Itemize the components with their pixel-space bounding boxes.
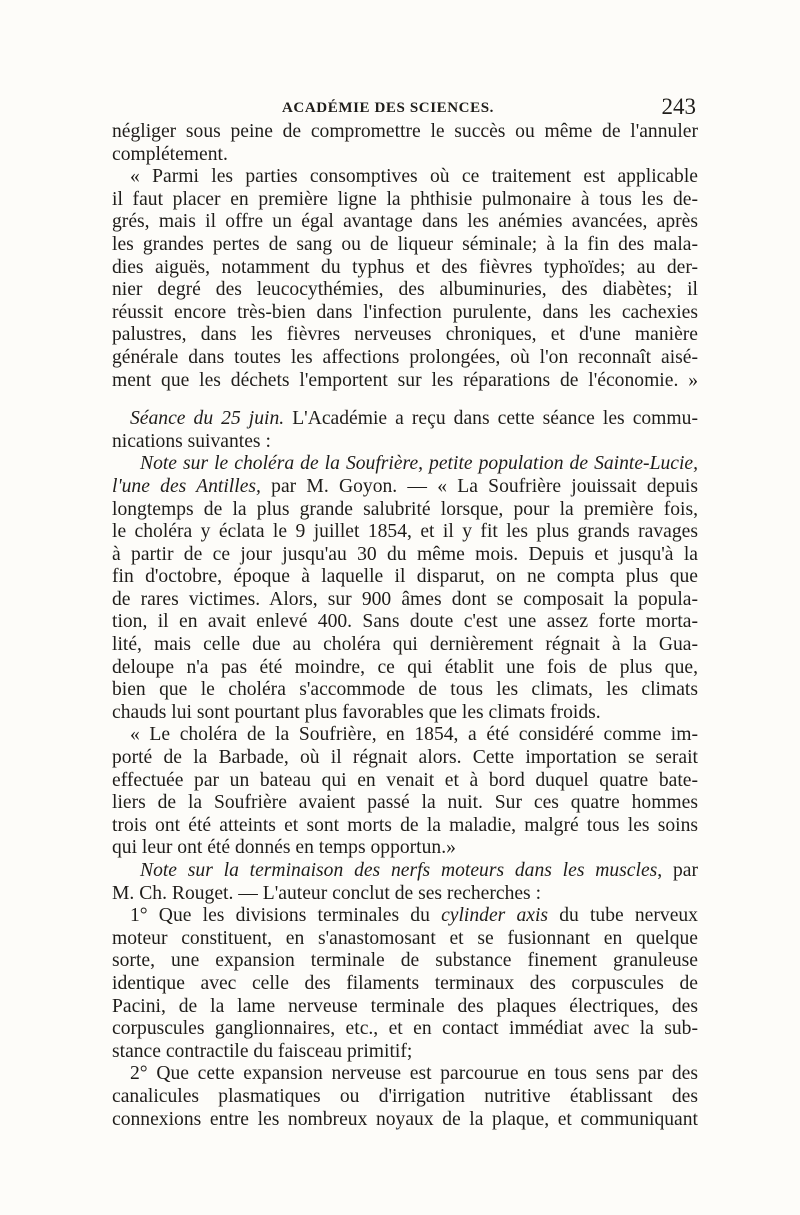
text-segment: 1° Que les divisions terminales du <box>130 905 442 927</box>
text-line: stance contractile du faisceau primitif; <box>112 1040 413 1062</box>
page-number: 243 <box>661 94 696 119</box>
text-line: trois ont été atteints et sont morts de la maladie, malgré tous les soins <box>112 814 698 836</box>
text-line: M. Ch. Rouget. — L'auteur conclut de ses recherches : <box>112 882 542 904</box>
text-line: moteur constituent, en s'anastomosant et se fusionnant en quelque <box>112 927 698 949</box>
text-line: « Parmi les parties consomptives où ce traitement est applicable <box>130 166 698 188</box>
text-line: connexions entre les nombreux noyaux de la plaque, et communiquant <box>112 1108 698 1130</box>
text-line: palustres, dans les fièvres nerveuses chroniques, et d'une manière <box>112 324 698 346</box>
text-line <box>112 476 698 499</box>
section-gap <box>112 392 698 408</box>
note-title-line: Note sur le choléra de la Soufrière, petite population de Sainte-Lucie, <box>140 453 698 475</box>
text-line: il faut placer en première ligne la phthisie pulmonaire à tous les de- <box>112 188 698 210</box>
note-title-segment: l'une des Antilles, <box>112 475 261 497</box>
italic-term: cylinder axis <box>441 905 549 927</box>
text-line: liers de la Soufrière avaient passé la nuit. Sur ces quatre hommes <box>112 792 698 814</box>
page-body <box>112 121 698 1131</box>
text-line: corpuscules ganglionnaires, etc., et en contact immédiat avec la sub- <box>112 1018 698 1040</box>
text-line: qui leur ont été donnés en temps opportun.» <box>112 837 456 859</box>
text-line: négliger sous peine de compromettre le succès ou même de l'annuler <box>112 121 698 142</box>
text-line: fin d'octobre, époque à laquelle il disparut, on ne compta plus que <box>112 566 698 588</box>
text-line: réussit encore très-bien dans l'infection purulente, dans les cachexies <box>112 301 698 323</box>
text-line: sorte, une expansion terminale de substance finement granuleuse <box>112 950 698 972</box>
text-line: identique avec celle des filaments terminaux des corpuscules de <box>112 972 698 994</box>
text-line: effectuée par un bateau qui en venait et à bord duquel quatre bate- <box>112 769 698 791</box>
text-line: le choléra y éclata le 9 juillet 1854, et il y fit les plus grands ravages <box>112 521 698 543</box>
text-line: nications suivantes : <box>112 430 271 452</box>
text-line: bien que le choléra s'accommode de tous les climats, les climats <box>112 679 698 701</box>
text-line: porté de la Barbade, où il régnait alors. Cette importation se serait <box>112 747 698 769</box>
page-header <box>106 96 696 122</box>
text-line: de rares victimes. Alors, sur 900 âmes dont se composait la popula- <box>112 588 698 610</box>
text-segment: L'Académie a reçu dans cette séance les commu- <box>284 408 698 430</box>
text-line: complétement. <box>112 143 228 165</box>
text-line: grés, mais il offre un égal avantage dans les anémies avancées, après <box>112 211 698 233</box>
text-line: générale dans toutes les affections prolongées, où l'on reconnaît aisé- <box>112 346 698 368</box>
text-line: « Le choléra de la Soufrière, en 1854, a été considéré comme im- <box>130 724 698 746</box>
text-line: deloupe n'a pas été moindre, ce qui établit une fois de plus que, <box>112 656 698 678</box>
session-date: Séance du 25 juin. <box>130 408 285 430</box>
text-line <box>112 905 698 928</box>
text-line: lité, mais celle due au choléra qui dernièrement régnait à la Gua- <box>112 634 698 656</box>
text-line: Pacini, de la lame nerveuse terminale des plaques électriques, des <box>112 995 698 1017</box>
text-line: tion, il en avait enlevé 400. Sans doute c'est une assez forte morta- <box>112 611 698 633</box>
text-line: dies aiguës, notamment du typhus et des fièvres typhoïdes; au der- <box>112 256 698 278</box>
text-line <box>112 860 698 883</box>
text-line: canalicules plasmatiques ou d'irrigation nutritive établissant des <box>112 1085 698 1107</box>
text-segment: par M. Goyon. — « La Soufrière jouissait depuis <box>260 475 699 497</box>
note-title-segment: Note sur la terminaison des nerfs moteurs dans les muscles <box>140 860 658 881</box>
text-line: nier degré des leucocythémies, des albuminuries, des diabètes; il <box>112 279 698 301</box>
text-line: chauds lui sont pourtant plus favorables que les climats froids. <box>112 701 601 723</box>
text-line <box>112 408 698 431</box>
text-line: longtemps de la plus grande salubrité lorsque, pour la première fois, <box>112 498 698 520</box>
text-segment: , par <box>657 860 698 881</box>
text-line: ment que les déchets l'emportent sur les réparations de l'économie. » <box>112 369 698 391</box>
text-line: les grandes pertes de sang ou de liqueur séminale; à la fin des mala- <box>112 233 698 255</box>
text-line: à partir de ce jour jusqu'au 30 du même mois. Depuis et jusqu'à la <box>112 543 698 565</box>
running-head: ACADÉMIE DES SCIENCES. <box>282 100 494 116</box>
text-segment: du tube nerveux <box>548 905 698 927</box>
text-line: 2° Que cette expansion nerveuse est parcourue en tous sens par des <box>130 1063 698 1085</box>
